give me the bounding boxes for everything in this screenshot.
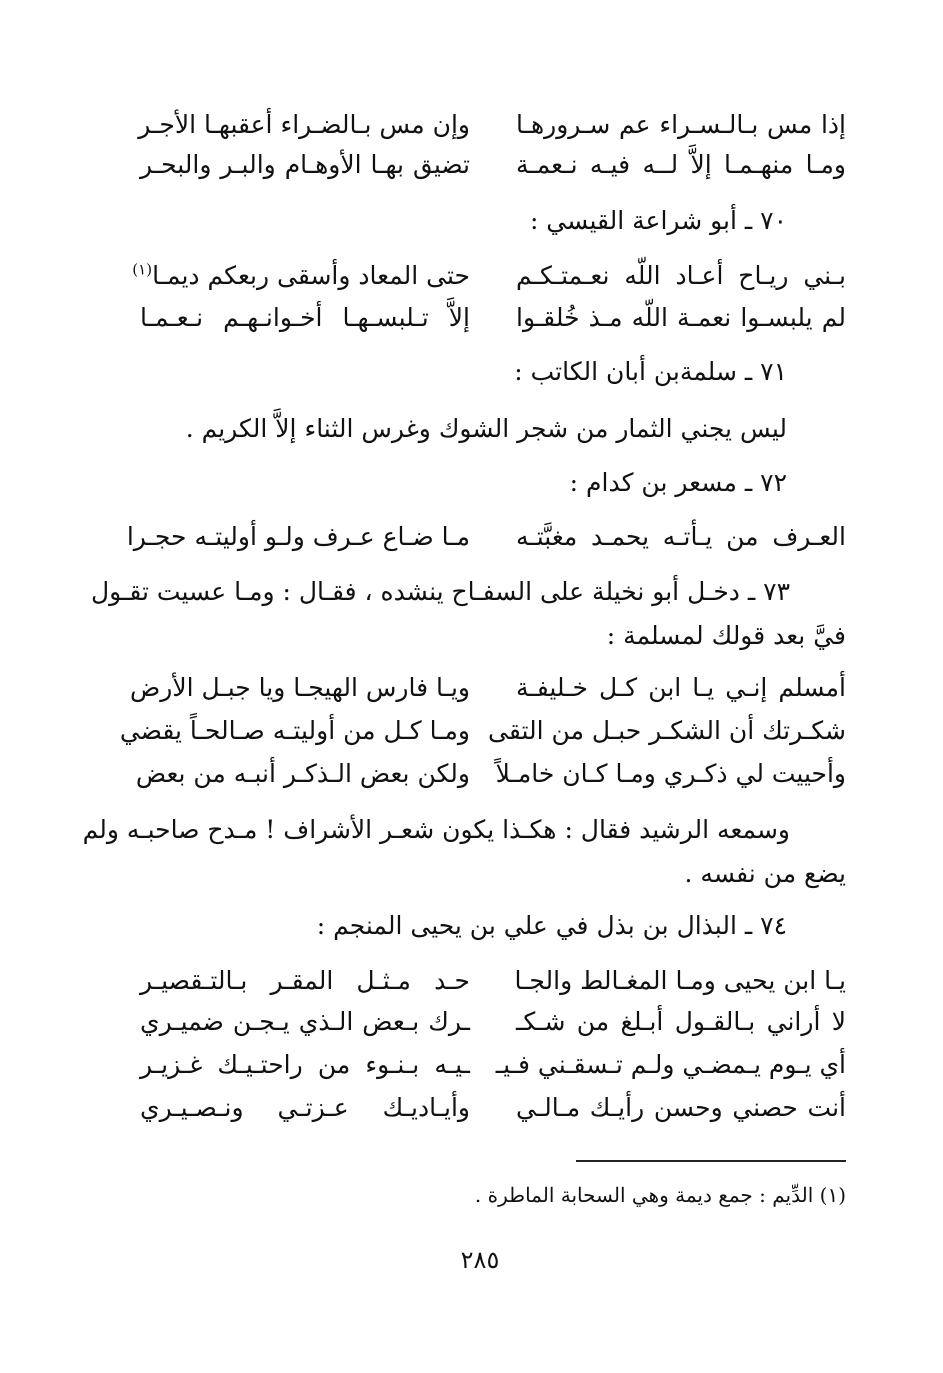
verse-hemistich-first: أي يـوم يـمضـي ولـم تـسقـني فـيـ <box>495 1050 846 1079</box>
prose-line: ليس يجني الثمار من شجر الشوك وغرس الثناء إلاَّ الكريم . <box>185 414 787 443</box>
verse <box>130 666 846 710</box>
verse-hemistich-first: بـني ريـاح أعـاد اللّه نعـمتـكـم <box>516 261 846 290</box>
verse-hemistich-first: إذا مس بـالـسـراء عم سـرورهـا <box>516 110 846 139</box>
verse-hemistich-second: ولكن بعض الـذكـر أنبـه من بعض <box>135 759 470 788</box>
verse-hemistich-second <box>132 254 470 298</box>
verse <box>140 1043 846 1087</box>
paragraph-73 <box>90 570 846 658</box>
verse <box>140 1086 846 1130</box>
paragraph-line: يضع من نفسه . <box>684 859 846 888</box>
verse <box>140 959 846 1003</box>
verse-text: حتى المعاد وأسقى ربعكم ديمـا <box>152 261 470 290</box>
verse <box>140 143 846 187</box>
footnote-divider <box>576 1160 846 1162</box>
verse-hemistich-first: ومـا منهـمـا إلاَّ لــه فيـه نـعمـة <box>516 150 846 179</box>
footnote: (١) الدِّيم : جمع ديمة وهي السحابة الماطرة . <box>474 1183 846 1207</box>
section-heading-70: ٧٠ ـ أبو شراعة القيسي : <box>529 206 787 235</box>
verse <box>135 752 846 796</box>
verse-hemistich-second: حـد مـثـل المقـر بـالتـقصيـر <box>140 966 470 995</box>
verse <box>140 103 846 147</box>
verse-hemistich-second: وأيـاديـك عـزتـي ونـصـيـري <box>140 1093 470 1122</box>
verse-hemistich-second: مـا ضـاع عـرف ولـو أوليتـه حجـرا <box>126 522 470 551</box>
page-number: ٢٨٥ <box>460 1246 500 1274</box>
verse <box>119 709 846 753</box>
section-heading-74: ٧٤ ـ البذال بن بذل في علي بن يحيى المنجم : <box>316 911 787 940</box>
verse-hemistich-first: وأحييت لي ذكـري ومـا كـان خامـلاً <box>495 759 846 788</box>
verse-hemistich-first: أمسلم إنـي يـا ابن كـل خـليفـة <box>516 673 846 702</box>
verse-hemistich-first: أنت حصني وحسن رأيـك مـالـي <box>516 1093 846 1122</box>
verse-hemistich-second: ـرك بـعض الـذي يـجـن ضميـري <box>140 1007 470 1036</box>
paragraph-line: وسمعه الرشيد فقال : هكـذا يكون شعـر الأشراف ! مـدح صاحبـه ولم <box>82 815 790 844</box>
verse-hemistich-first: لا أراني بـالقـول أبـلغ من شـكـ <box>516 1007 846 1036</box>
verse <box>140 1000 846 1044</box>
section-heading-71: ٧١ ـ سلمةبن أبان الكاتب : <box>514 357 787 386</box>
verse-hemistich-first: يـا ابن يحيى ومـا المغـالط والجـا <box>514 966 846 995</box>
verse-hemistich-second: ـيـه بـنـوء من راحتـيـك غـزيـر <box>140 1050 470 1079</box>
verse-hemistich-first: لم يلبسـوا نعمـة اللّه مـذ خُلقـوا <box>516 303 846 332</box>
verse-hemistich-first: شكـرتك أن الشكـر حبـل من التقى <box>488 716 846 745</box>
paragraph-line: فيَّ بعد قولك لمسلمة : <box>606 621 846 650</box>
verse <box>132 254 846 298</box>
footnote-reference[interactable]: (١) <box>132 260 153 279</box>
section-heading-72: ٧٢ ـ مسعر بن كدام : <box>569 468 787 497</box>
verse-hemistich-second: تضيق بهـا الأوهـام والبـر والبحـر <box>140 150 470 179</box>
verse-hemistich-second: ويـا فارس الهيجـا ويا جبـل الأرض <box>130 673 470 702</box>
verse <box>126 515 846 559</box>
verse-hemistich-second: وإن مس بـالضـراء أعقبهـا الأجـر <box>138 110 470 139</box>
verse-hemistich-first: العـرف من يـأتـه يحمـد مغبَّتـه <box>516 522 846 551</box>
verse-hemistich-second: إلاَّ تـلبسـهـا أخـوانـهـم نـعـمـا <box>140 303 470 332</box>
paragraph-rashid <box>82 808 846 896</box>
verse-hemistich-second: ومـا كـل من أوليتـه صـالحـاً يقضي <box>119 716 470 745</box>
paragraph-line: ٧٣ ـ دخـل أبو نخيلة على السفـاح ينشده ، فقـال : ومـا عسيت تقـول <box>90 577 790 606</box>
verse <box>140 296 846 340</box>
